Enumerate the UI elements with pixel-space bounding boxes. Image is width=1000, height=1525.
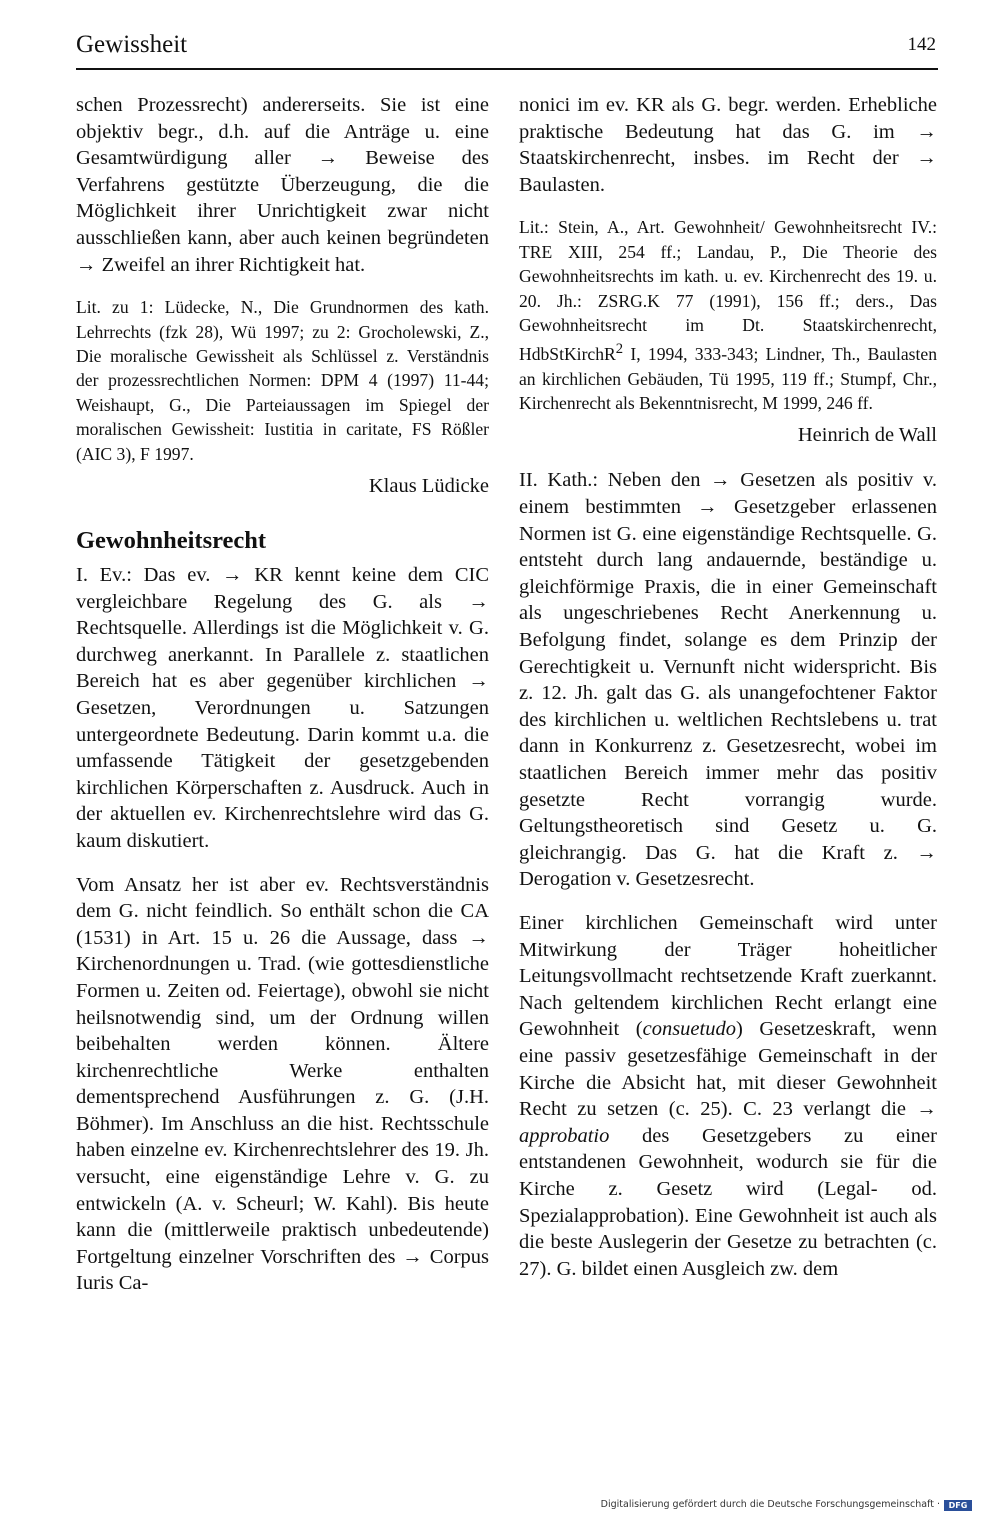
kath-2-text-c: des Gesetzgebers zu einer entstandenen Gewohnheit, wodurch sie für die Kirche z. Gesetz wird (Legal- od. Spezialapprobation). Eine Gewohnheit ist auch als die beste Auslegerin der Gesetze zu betrachten (c. 27). G. bildet einen Ausgleich zw. dem: [519, 1124, 937, 1280]
left-column: [76, 92, 489, 1314]
page-header: [76, 24, 936, 68]
lit-superscript: 2: [615, 341, 624, 358]
kath-2-text-a: Einer kirchlichen Gemeinschaft wird unter Mitwirkung der Träger hoheitlicher Leitungsvollmacht rechtsetzende Kraft zuerkannt. Nach geltendem kirchlichen Recht erlangt eine Gewohnheit (: [519, 911, 937, 1041]
paragraph-continued: schen Prozessrecht) andererseits. Sie ist eine objektiv begr., d.h. auf die Anträge u. eine Gesamtwürdigung aller → Beweise des Verfahrens gestützte Überzeugung, die die Möglichkeit ihrer Unrichtigkeit zwar nicht ausschließen kann, aber auch keinen begründeten → Zweifel an ihrer Richtigkeit hat.: [76, 94, 489, 276]
paragraph-ev-2: Vom Ansatz her ist aber ev. Rechtsverständnis dem G. nicht feindlich. So enthält schon die CA (1531) in Art. 15 u. 26 die Aussage, dass → Kirchenordnungen u. Trad. (wie gottesdienstliche Formen u. Zeiten od. Feiertage), obwohl sie nicht heilsnotwendig sind, um der Ordnung willen beibehalten werden können. Ältere kirchenrechtliche Werke enthalten dementsprechend Ausführungen z. G. (J.H. Böhmer). Im Anschluss an die hist. Rechtsschule haben einzelne ev. Kirchenrechtslehrer des 19. Jh. versucht, eine eigenständige Lehre v. G. zu entwickeln (A. v. Scheurl; W. Kahl). Bis heute kann die (mittlerweile praktisch unbedeutende) Fortgeltung einzelner Vorschriften des → Corpus Iuris Ca-: [76, 873, 489, 1295]
header-rule: [76, 68, 938, 70]
term-approbatio: approbatio: [519, 1124, 610, 1147]
paragraph-ev-1: I. Ev.: Das ev. → KR kennt keine dem CIC vergleichbare Regelung des G. als → Rechtsquelle. Allerdings ist die Möglichkeit v. G. durchweg anerkannt. In Parallele z. staatlichen Bereich hat es aber gegenüber kirchlichen → Gesetzen, Verordnungen u. Satzungen untergeordnete Bedeutung. Darin kommt u.a. die umfassende Tätigkeit der gesetzgebenden kirchlichen Körperschaften z. Ausdruck. Auch in der aktuellen ev. Kirchenrechtslehre wird das G. kaum diskutiert.: [76, 564, 489, 852]
kath-2-text-b: ) Gesetzeskraft, wenn eine passiv gesetzesfähige Gemeinschaft in der Kirche die Absicht hat, mit dieser Gewohnheit Recht zu setzen (c. 25). C. 23 verlangt die →: [519, 1018, 937, 1121]
entry-heading: Gewohnheitsrecht: [76, 527, 267, 554]
paragraph-kath-1: II. Kath.: Neben den → Gesetzen als positiv v. einem bestimmten → Gesetzgeber erlassenen Normen ist G. eine eigenständige Rechtsquelle. G. entsteht durch lang andauernde, beständige u. gleichförmige Praxis, die in einer Gemeinschaft als ungeschriebenes Recht Anerkennung u. Befolgung findet, solange es dem Prinzip der Gerechtigkeit u. Vernunft nicht widerspricht. Bis z. 12. Jh. galt das G. als unangefochtener Faktor des kirchlichen u. weltlichen Rechtslebens u. trat dann in Konkurrenz z. Gesetzesrecht, wobei im staatlichen Bereich immer mehr das positiv gesetzte Recht vorrangig wurde. Geltungstheoretisch sind Gesetz u. G. gleichrangig. Das G. hat die Kraft z. → Derogation v. Gesetzesrecht.: [519, 469, 937, 891]
term-consuetudo: consuetudo: [642, 1018, 736, 1041]
literature-gewohnheitsrecht: [519, 215, 937, 415]
footer-text: Digitalisierung gefördert durch die Deutsche Forschungsgemeinschaft ·: [600, 1499, 940, 1510]
author-signature-1: Klaus Lüdicke: [368, 475, 489, 497]
digitization-footer: [601, 1498, 972, 1512]
lit-text-a: Lit.: Stein, A., Art. Gewohnheit/ Gewohnheitsrecht IV.: TRE XIII, 254 ff.; Landau, P., Die Theorie des Gewohnheitsrechts im kath. u. ev. Kirchenrecht des 19. u. 20. Jh.: ZSRG.K 77 (1991), 156 ff.; ders., Das Gewohnheitsrecht im Dt. Staatskirchenrecht, HdbStKirchR: [519, 217, 937, 365]
author-signature-2: Heinrich de Wall: [797, 424, 937, 447]
paragraph-kath-2: [519, 910, 937, 1282]
paragraph-ev-3: nonici im ev. KR als G. begr. werden. Erhebliche praktische Bedeutung hat das G. im → Staatskirchenrecht, insbes. im Recht der → Baulasten.: [519, 94, 937, 196]
right-column: [519, 92, 937, 1299]
running-head: Gewissheit: [76, 31, 188, 58]
lit-text-b: I, 1994, 333-343; Lindner, Th., Baulasten an kirchlichen Gebäuden, Tü 1995, 119 ff.; Stumpf, Chr., Kirchenrecht als Bekenntnisrecht, M 1999, 246 ff.: [519, 344, 937, 414]
dfg-logo-icon: DFG: [944, 1500, 972, 1511]
page-number: 142: [907, 34, 936, 55]
literature-gewissheit: Lit. zu 1: Lüdecke, N., Die Grundnormen des kath. Lehrrechts (fzk 28), Wü 1997; zu 2: Grocholewski, Z., Die moralische Gewissheit als Schlüssel z. Verständnis der prozessrechtlichen Normen: DPM 4 (1997) 11-44; Weishaupt, G., Die Parteiaussagen im Spiegel der moralischen Gewissheit: Iustitia in caritate, FS Rößler (AIC 3), F 1997.: [76, 297, 489, 464]
